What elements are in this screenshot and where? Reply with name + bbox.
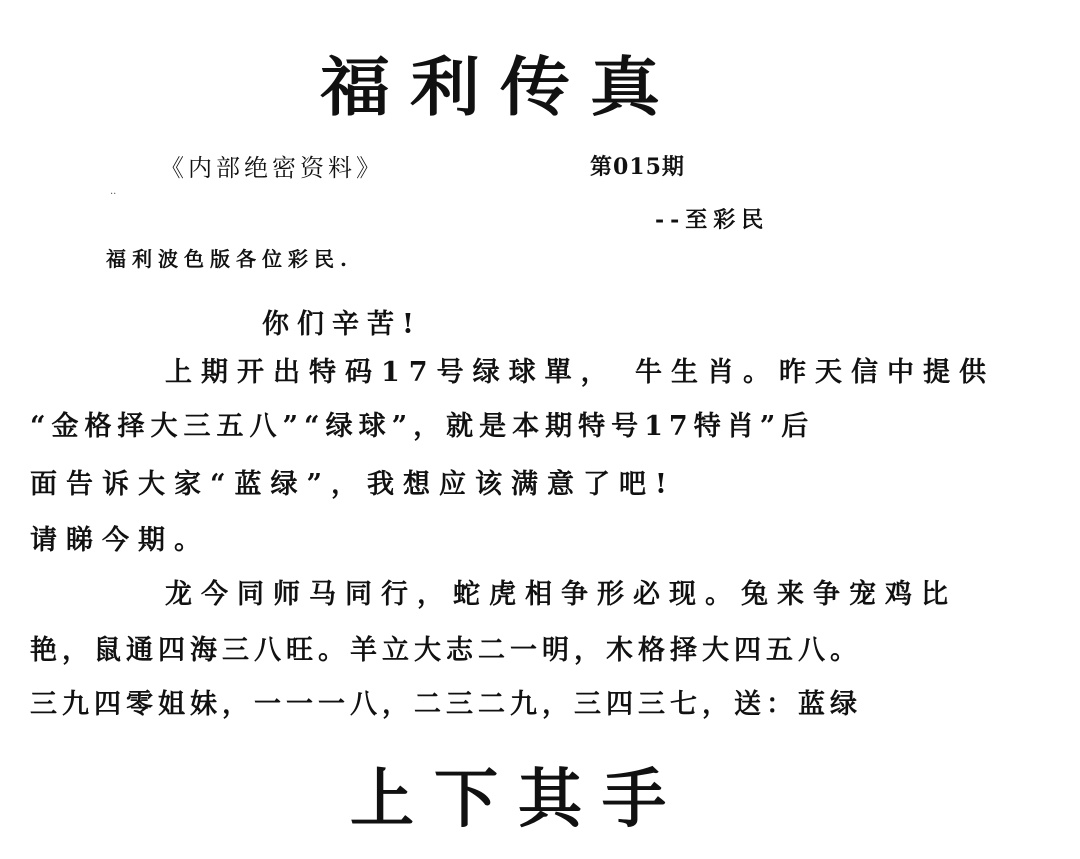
document-title: 福利传真 (320, 48, 680, 126)
footer-title: 上下其手 (350, 762, 686, 837)
stray-dots: .. (110, 186, 117, 197)
paragraph1-line-3: 面告诉大家“蓝绿”，我想应该满意了吧! (30, 469, 676, 500)
document-subtitle: 《内部绝密资料》 (160, 154, 384, 182)
paragraph1-line-4: 请睇今期。 (30, 525, 210, 556)
thanks-line: 你们辛苦! (262, 309, 422, 340)
signature-line: --至彩民 (655, 207, 770, 233)
paragraph2-line-1: 龙今同师马同行，蛇虎相争形必现。兔来争宠鸡比 (165, 579, 957, 610)
paragraph1-line-1: 上期开出特码17号绿球單， 牛生肖。昨天信中提供 (165, 357, 995, 388)
paragraph2-line-3: 三九四零姐妹，一一一八，二三二九，三四三七，送：蓝绿 (30, 689, 862, 720)
greeting-line: 福利波色版各位彩民. (106, 247, 353, 271)
issue-number: 第015期 (590, 154, 685, 180)
paragraph2-line-2: 艳，鼠通四海三八旺。羊立大志二一明，木格择大四五八。 (30, 635, 862, 666)
paragraph1-line-2: “金格择大三五八”“绿球”，就是本期特号17特肖”后 (30, 411, 815, 442)
